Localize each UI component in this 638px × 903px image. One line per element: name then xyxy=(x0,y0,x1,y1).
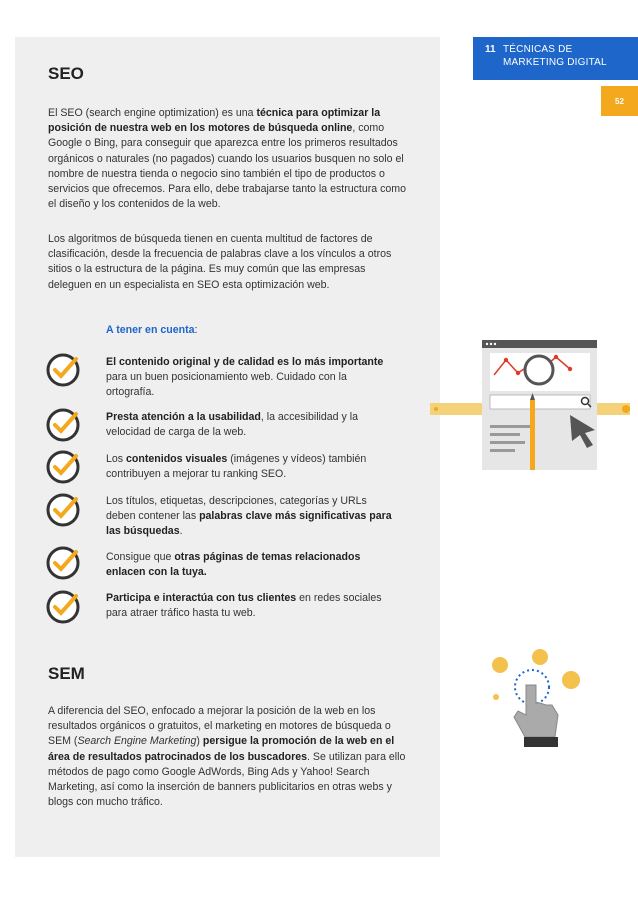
tip-bold: palabras clave más significativas para las búsquedas xyxy=(106,510,392,538)
tip-item xyxy=(106,550,396,580)
tip-text: en redes sociales para atraer tráfico hasta tu web. xyxy=(106,592,382,620)
tip-text-pre: Los xyxy=(106,453,127,465)
sem-text-italic: Search Engine Marketing xyxy=(77,735,197,748)
check-icon xyxy=(46,546,80,580)
chapter-number: 11 xyxy=(485,44,496,55)
check-icon xyxy=(46,590,80,624)
seo-p1-text-c: , como Google o Bing, para conseguir que aparezca entre los primeros resultados orgánicos o naturales (no pagados) cuando los usuarios busquen no solo el nombre de nuestra tienda o negocio sino también el tipo de productos o servicios que ofrecemos. Para ello, debe trabajarse tanto la estructura como el diseño y los contenidos de la web. xyxy=(48,122,407,211)
seo-p1-text-a: El SEO (search engine optimization) es una xyxy=(48,107,257,119)
sem-text-bold: persigue la promoción de la web en el área de resultados patrocinados de los buscadores xyxy=(48,735,395,763)
tip-bold: El contenido original y de calidad es lo más importante xyxy=(106,356,384,368)
tip-text-pre: Los títulos, etiquetas, descripciones, categorías y URLs deben contener las xyxy=(106,495,367,523)
tip-text: (imágenes y vídeos) también contribuyen a mejorar tu ranking SEO. xyxy=(106,453,367,481)
tip-item xyxy=(106,494,396,540)
check-icon xyxy=(46,450,80,484)
tips-heading-label: A tener en cuenta xyxy=(106,324,195,336)
chapter-title xyxy=(503,43,607,69)
tip-text-pre: Consigue que xyxy=(106,551,175,563)
sem-title: SEM xyxy=(48,664,85,683)
seo-p1-bold: técnica para optimizar la posición de nuestra web en los motores de búsqueda online xyxy=(48,107,381,135)
tip-text: para un buen posicionamiento web. Cuidado con la ortografía. xyxy=(106,371,347,399)
sem-text-c: . Se utilizan para ello métodos de pago como Google AdWords, Bing Ads y Yahoo! Search Marketing, así como la inserción de banners publicitarios en otras webs y blogs con mucho tráfico. xyxy=(48,750,406,809)
chapter-title-line1: TÉCNICAS DE xyxy=(503,44,573,55)
sem-text-b: ) xyxy=(196,735,203,748)
sem-text-a: A diferencia del SEO, enfocado a mejorar la posición de la web en los resultados orgánicos o gratuitos, el marketing en motores de búsqueda o SEM ( xyxy=(48,705,391,748)
sem-click-hand-illustration xyxy=(480,645,590,765)
tip-item xyxy=(106,452,396,482)
tips-heading-suffix: : xyxy=(194,324,198,336)
chapter-ribbon xyxy=(473,37,638,80)
page-number: 52 xyxy=(601,86,638,116)
seo-paragraph-2: Los algoritmos de búsqueda tienen en cuenta multitud de factores de clasificación, desde la frecuencia de palabras clave a los vínculos a otros sitios o la estructura de la página. Es muy común que las empresas deleguen en un especialista en SEO esta optimización web. xyxy=(48,233,392,291)
seo-title: SEO xyxy=(48,64,84,83)
tips-heading xyxy=(106,324,197,336)
seo-browser-illustration xyxy=(430,335,630,470)
tip-item xyxy=(106,355,396,401)
seo-paragraph-1 xyxy=(48,106,408,212)
tip-text: . xyxy=(179,525,183,538)
sem-paragraph xyxy=(48,704,408,810)
tip-bold: Presta atención a la usabilidad xyxy=(106,411,261,423)
check-icon xyxy=(46,493,80,527)
check-icon xyxy=(46,353,80,387)
tip-bold: contenidos visuales xyxy=(126,453,228,465)
tip-item xyxy=(106,410,396,440)
tip-item xyxy=(106,591,396,621)
tip-bold: otras páginas de temas relacionados enlacen con la tuya. xyxy=(106,551,361,579)
tip-text: , la accesibilidad y la velocidad de carga de la web. xyxy=(106,411,359,439)
check-icon xyxy=(46,408,80,442)
tip-bold: Participa e interactúa con tus clientes xyxy=(106,592,297,604)
chapter-title-line2: MARKETING DIGITAL xyxy=(503,57,607,68)
